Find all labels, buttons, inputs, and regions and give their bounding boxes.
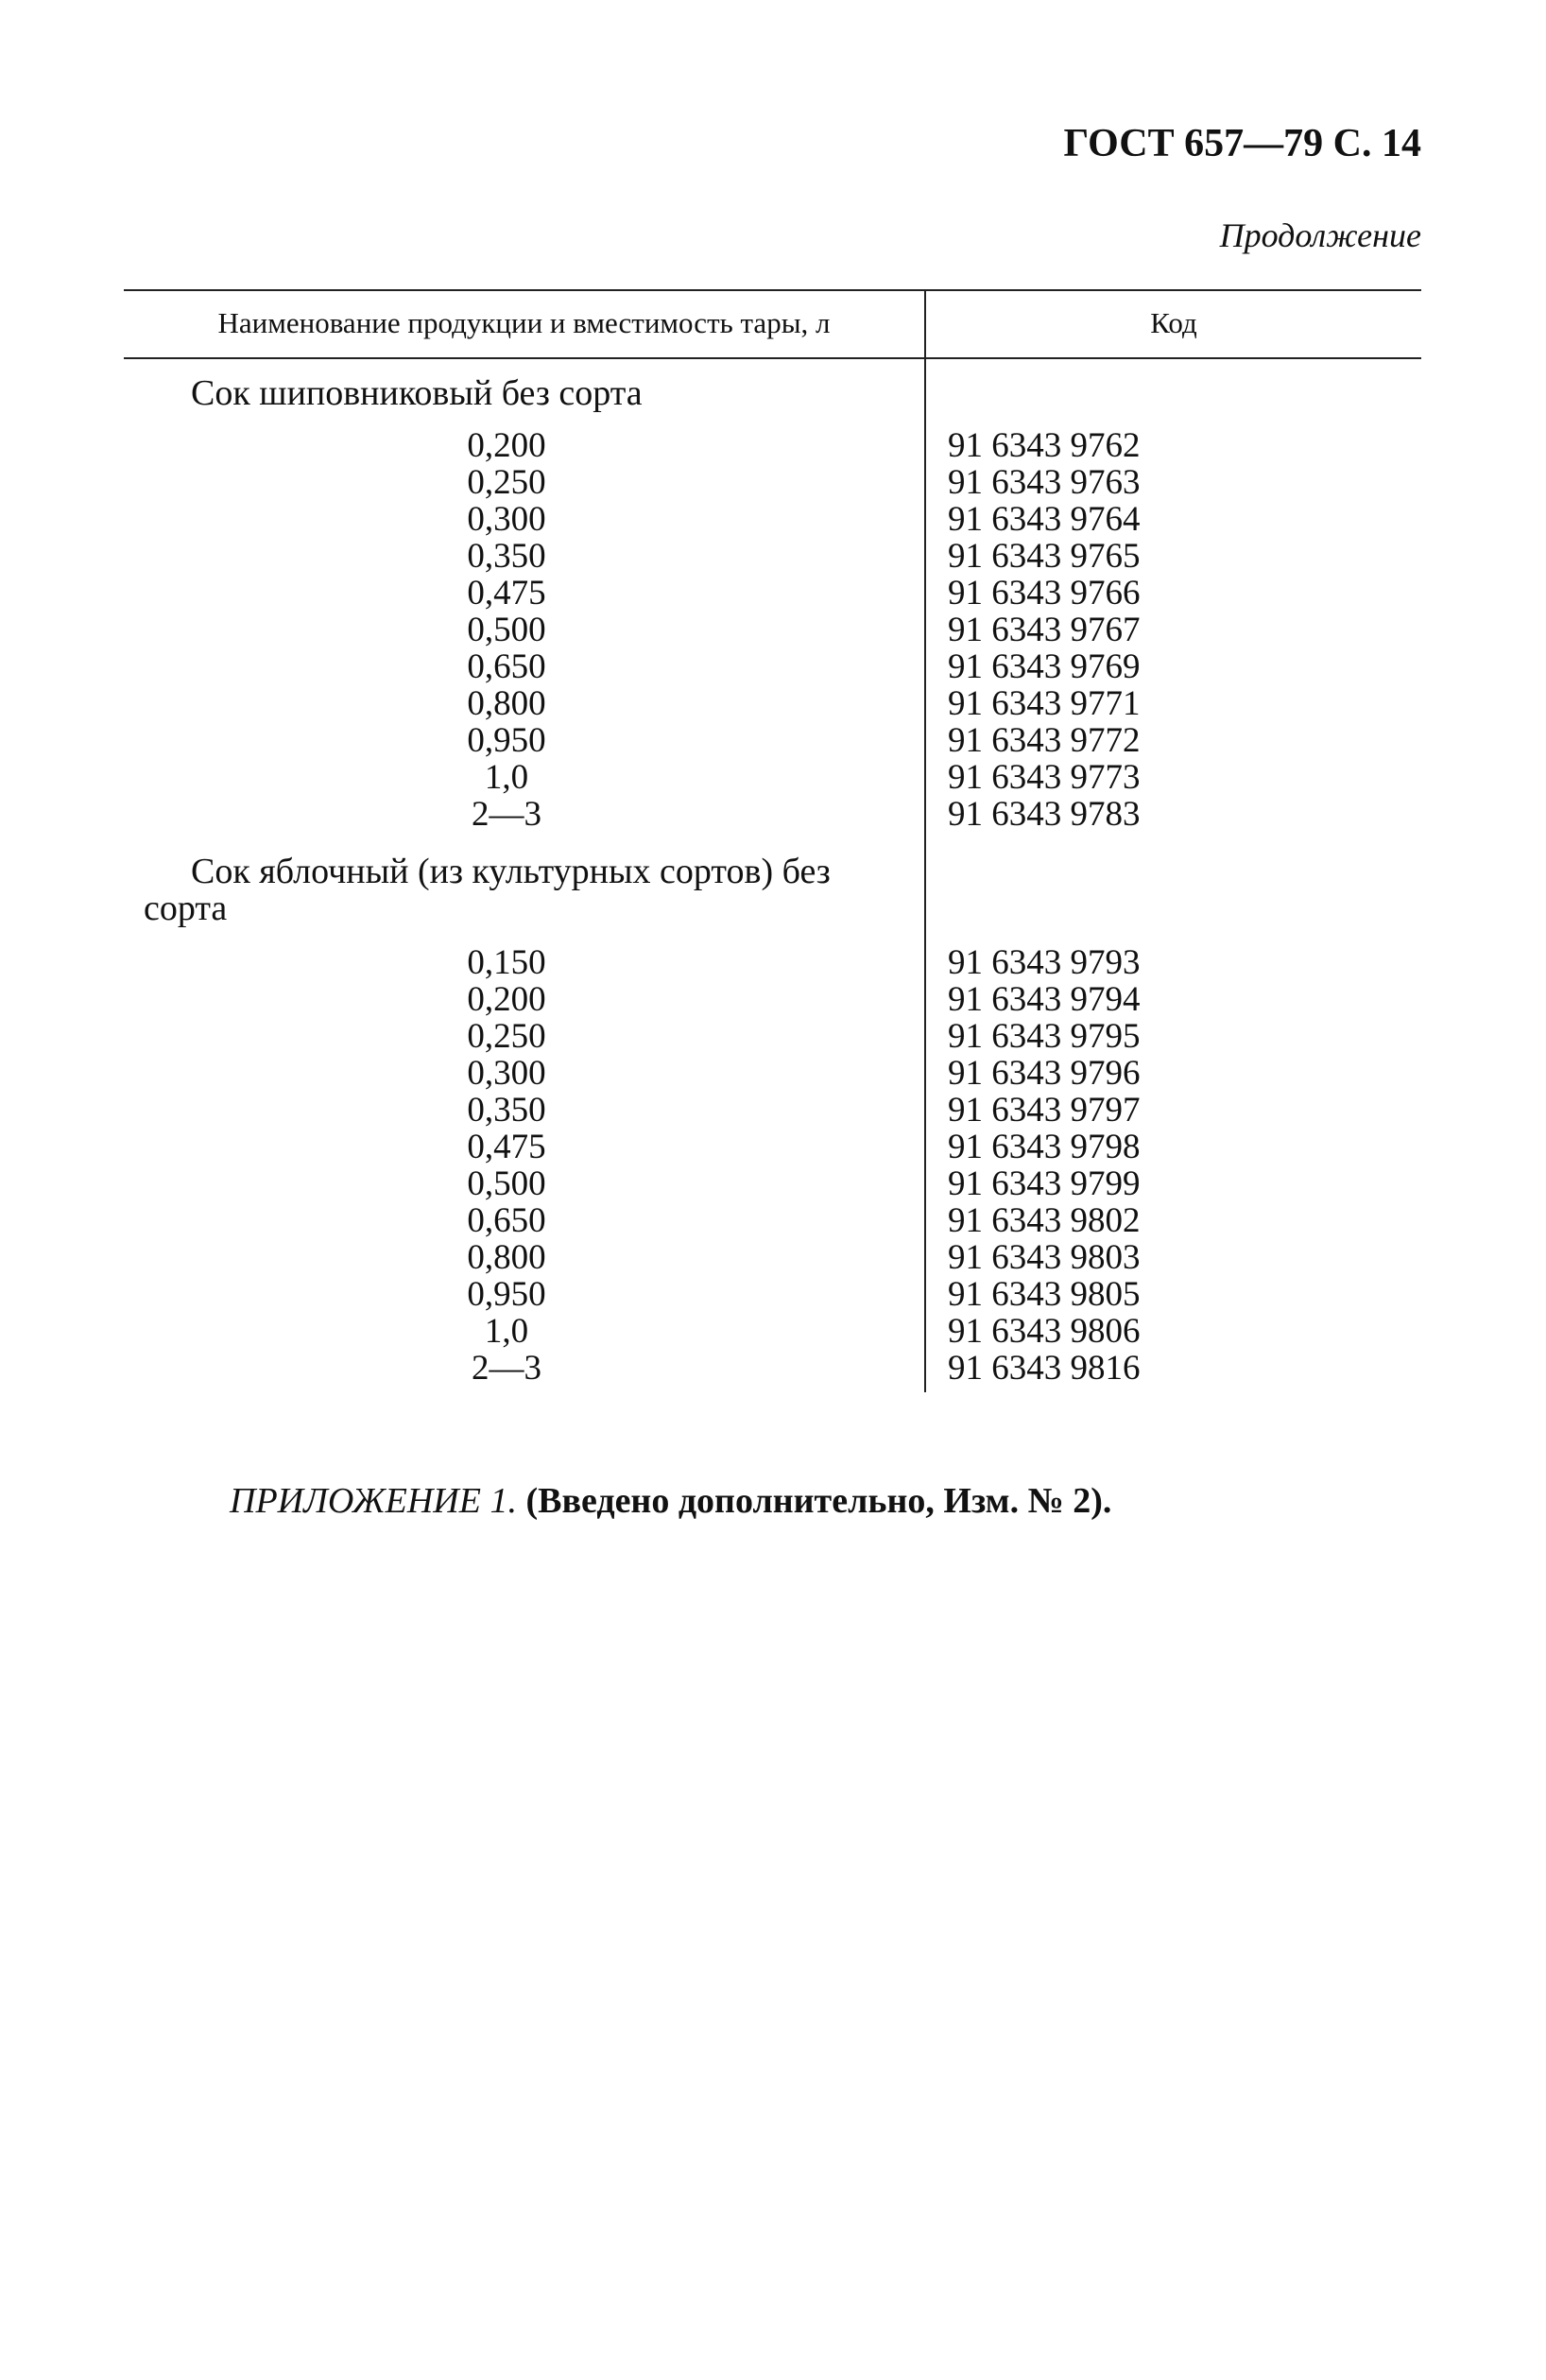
document-title: ГОСТ 657—79 С. 14	[1063, 122, 1421, 165]
footnote-text: (Введено дополнительно, Изм. № 2).	[516, 1481, 1112, 1521]
row-code: 91 6343 9772	[948, 721, 1141, 760]
row-volume: 0,650	[467, 647, 546, 686]
row-code: 91 6343 9773	[948, 758, 1141, 797]
row-volume: 0,650	[467, 1201, 546, 1240]
row-code: 91 6343 9765	[948, 537, 1141, 576]
row-code: 91 6343 9794	[948, 980, 1141, 1019]
row-volume: 0,475	[467, 574, 546, 612]
row-volume: 1,0	[484, 1312, 529, 1351]
row-volume: 0,950	[467, 1275, 546, 1314]
footnote-label: ПРИЛОЖЕНИЕ 1.	[230, 1481, 517, 1521]
column-divider	[924, 290, 926, 1392]
row-volume: 2—3	[472, 795, 541, 834]
row-code: 91 6343 9764	[948, 500, 1141, 539]
row-volume: 0,350	[467, 537, 546, 576]
section-title: сорта	[144, 888, 228, 928]
row-code: 91 6343 9796	[948, 1054, 1141, 1093]
row-code: 91 6343 9766	[948, 574, 1141, 612]
row-code: 91 6343 9769	[948, 647, 1141, 686]
row-code: 91 6343 9806	[948, 1312, 1141, 1351]
row-code: 91 6343 9803	[948, 1238, 1141, 1277]
row-volume: 0,950	[467, 721, 546, 760]
continuation-label: Продолжение	[1219, 216, 1421, 254]
row-volume: 0,250	[467, 463, 546, 502]
row-code: 91 6343 9805	[948, 1275, 1141, 1314]
row-code: 91 6343 9799	[948, 1164, 1141, 1203]
row-volume: 0,150	[467, 943, 546, 982]
row-volume: 0,250	[467, 1017, 546, 1056]
row-volume: 1,0	[484, 758, 529, 797]
row-volume: 0,800	[467, 684, 546, 723]
row-code: 91 6343 9795	[948, 1017, 1141, 1056]
row-code: 91 6343 9767	[948, 611, 1141, 649]
row-volume: 0,350	[467, 1091, 546, 1130]
row-volume: 0,800	[467, 1238, 546, 1277]
row-code: 91 6343 9798	[948, 1128, 1141, 1166]
column-header-code: Код	[1150, 306, 1197, 339]
row-code: 91 6343 9802	[948, 1201, 1141, 1240]
section-title: Сок шиповниковый без сорта	[191, 373, 643, 413]
table-header-rule	[124, 357, 1421, 359]
row-volume: 0,200	[467, 426, 546, 465]
row-code: 91 6343 9762	[948, 426, 1141, 465]
column-header-name: Наименование продукции и вместимость тары, л	[217, 306, 831, 339]
row-volume: 0,300	[467, 1054, 546, 1093]
row-volume: 0,500	[467, 611, 546, 649]
table-top-rule	[124, 289, 1421, 291]
section-title: Сок яблочный (из культурных сортов) без	[191, 852, 831, 891]
row-code: 91 6343 9793	[948, 943, 1141, 982]
row-code: 91 6343 9816	[948, 1349, 1141, 1388]
row-volume: 0,475	[467, 1128, 546, 1166]
row-code: 91 6343 9797	[948, 1091, 1141, 1130]
row-code: 91 6343 9771	[948, 684, 1141, 723]
row-volume: 2—3	[472, 1349, 541, 1388]
row-volume: 0,200	[467, 980, 546, 1019]
row-code: 91 6343 9763	[948, 463, 1141, 502]
row-code: 91 6343 9783	[948, 795, 1141, 834]
row-volume: 0,500	[467, 1164, 546, 1203]
row-volume: 0,300	[467, 500, 546, 539]
footnote	[230, 1480, 1111, 1522]
